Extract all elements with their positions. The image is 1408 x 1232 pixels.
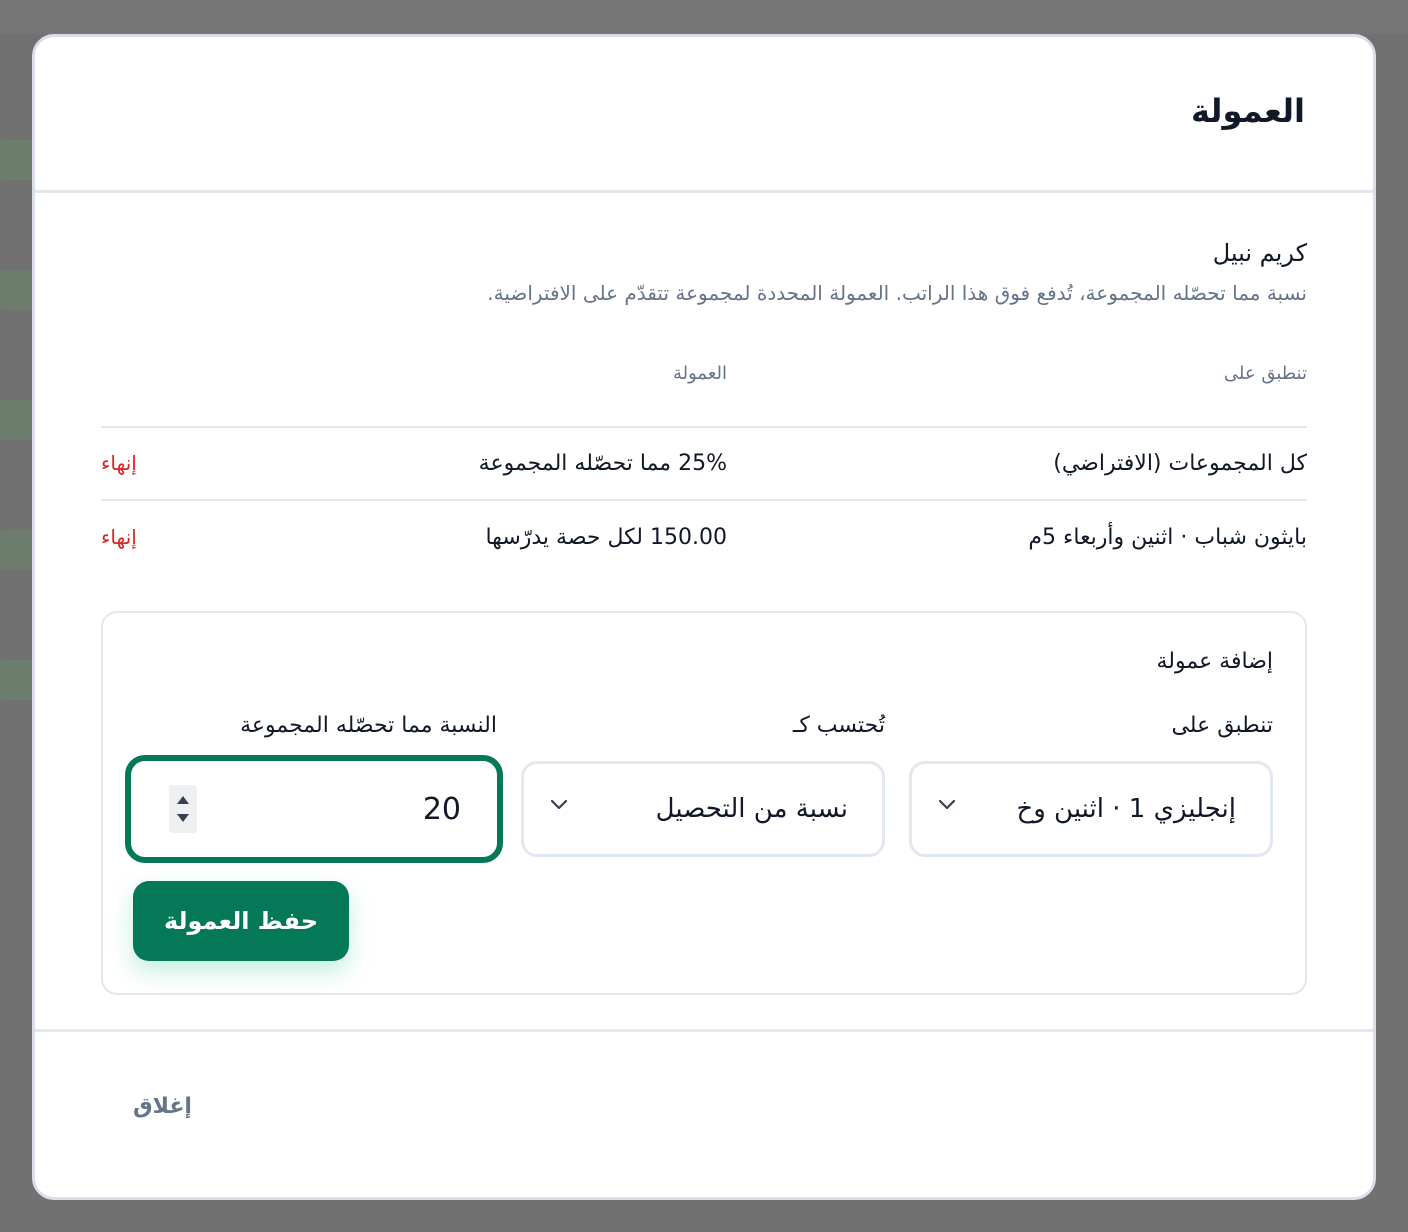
commission-description: نسبة مما تحصّله المجموعة، تُدفع فوق هذا الراتب. العمولة المحددة لمجموعة تتقدّم على الافتراضية. — [487, 281, 1307, 305]
calculated-as-label: تُحتسب كـ — [792, 713, 885, 738]
background-item — [0, 400, 34, 440]
background-item — [0, 270, 34, 310]
increment-arrow-icon[interactable] — [177, 796, 189, 804]
end-commission-link[interactable]: إنهاء — [101, 451, 137, 475]
spinner-arrows-icon[interactable] — [169, 785, 197, 833]
table-row — [101, 427, 1307, 500]
dialog-header — [35, 37, 1373, 193]
table-row — [101, 500, 1307, 573]
add-commission-title: إضافة عمولة — [1156, 649, 1273, 674]
calculated-as-selected-value: نسبة من التحصيل — [655, 794, 848, 824]
background-item — [0, 530, 34, 570]
row-action-cell — [101, 427, 147, 500]
row-commission: 150.00 لكل حصة يدرّسها — [485, 524, 727, 550]
percentage-label: النسبة مما تحصّله المجموعة — [240, 713, 497, 738]
chevron-down-icon — [550, 795, 568, 813]
applies-to-label: تنطبق على — [1171, 713, 1273, 738]
save-commission-button[interactable]: حفظ العمولة — [133, 881, 349, 961]
row-action-cell — [101, 500, 147, 573]
dialog-footer — [35, 1029, 1373, 1197]
dialog-title: العمولة — [1191, 91, 1305, 130]
chevron-down-icon — [938, 795, 956, 813]
decrement-arrow-icon[interactable] — [177, 814, 189, 822]
column-header-applies-to: تنطبق على — [727, 357, 1307, 427]
percentage-input[interactable] — [125, 755, 503, 863]
staff-name: كريم نبيل — [1212, 239, 1307, 267]
background-item — [0, 140, 34, 180]
commission-rules-table — [101, 357, 1307, 573]
close-button[interactable]: إغلاق — [133, 1094, 192, 1119]
row-commission: 25% مما تحصّله المجموعة — [147, 427, 727, 500]
percentage-value: 20 — [422, 791, 461, 827]
table-header-row — [101, 357, 1307, 427]
add-commission-card — [101, 611, 1307, 995]
dialog-body — [35, 193, 1373, 995]
end-commission-link[interactable]: إنهاء — [101, 524, 137, 549]
commission-dialog — [32, 34, 1376, 1200]
applies-to-select[interactable] — [909, 761, 1273, 857]
row-applies-to: كل المجموعات (الافتراضي) — [727, 427, 1307, 500]
background-item — [0, 660, 34, 700]
column-header-action — [101, 357, 147, 427]
calculated-as-select[interactable] — [521, 761, 885, 857]
background-header — [0, 0, 1408, 34]
row-applies-to: بايثون شباب · اثنين وأربعاء 5م — [1028, 524, 1307, 550]
applies-to-selected-value: إنجليزي 1 · اثنين وخ — [1016, 794, 1236, 824]
column-header-commission: العمولة — [147, 357, 727, 427]
